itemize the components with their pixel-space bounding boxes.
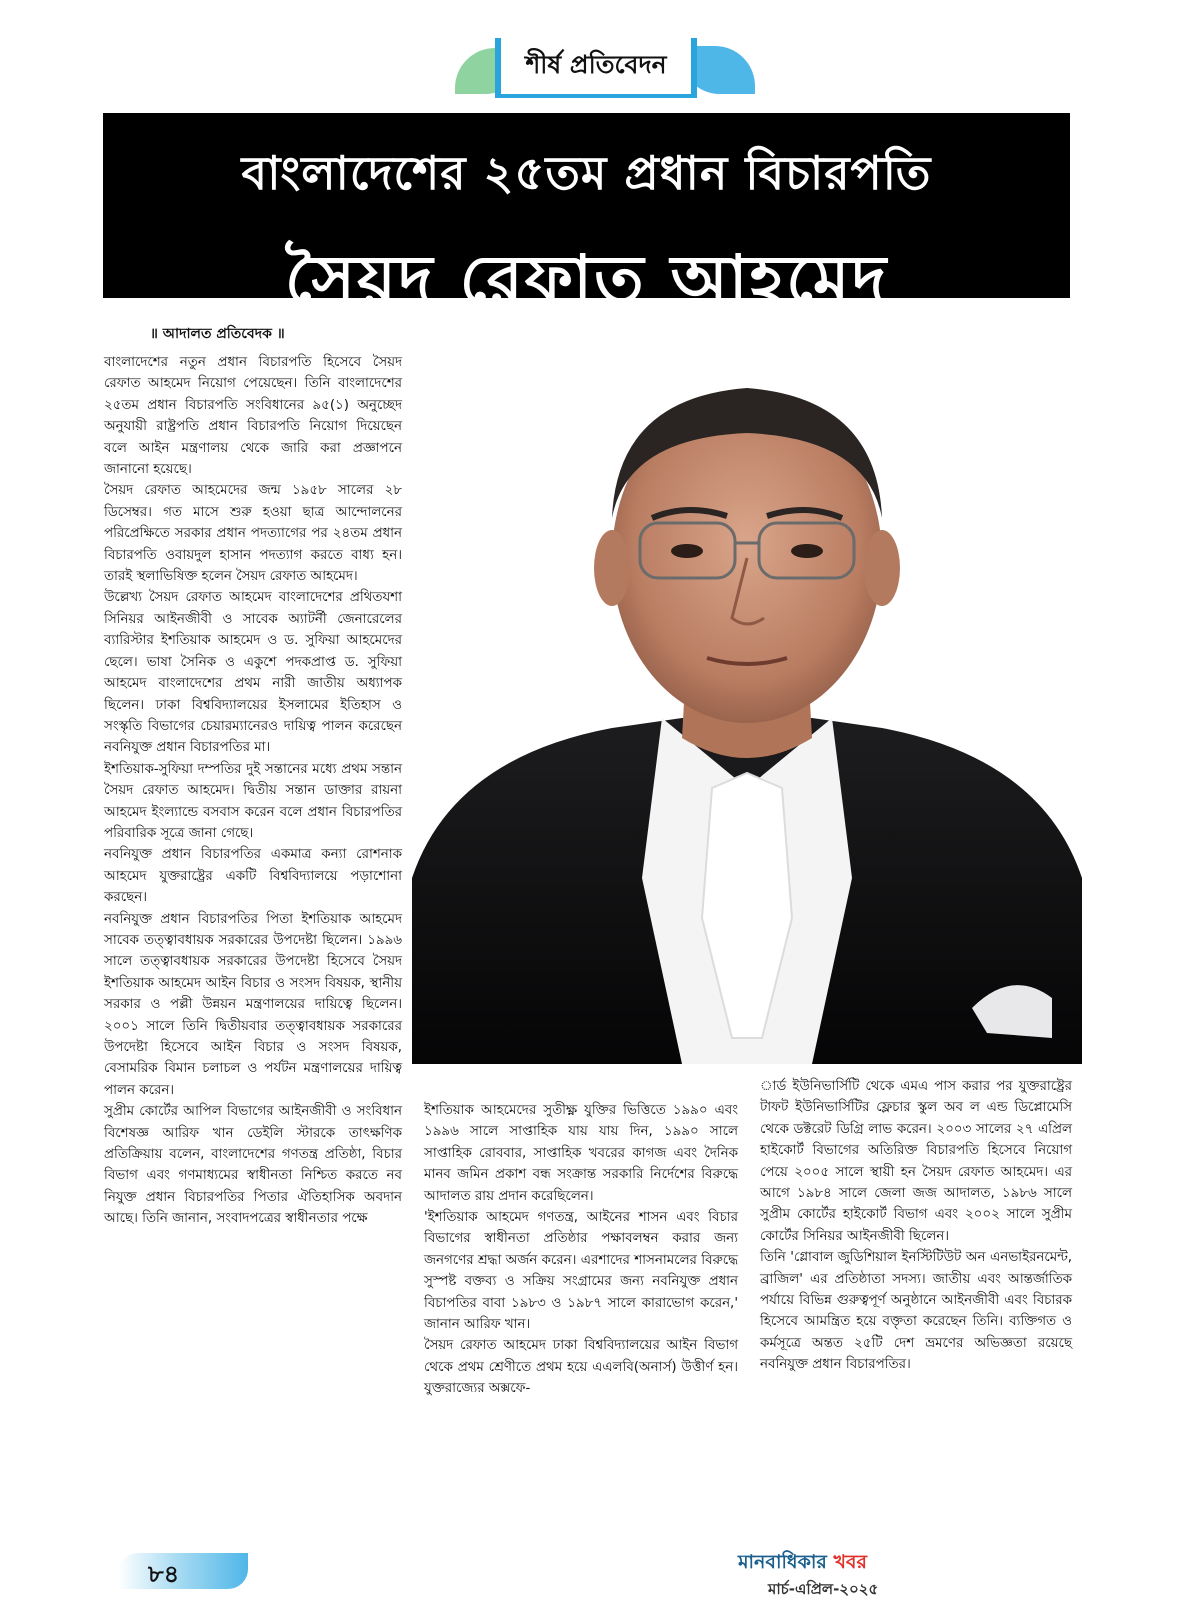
section-tag xyxy=(455,38,755,100)
paragraph: বাংলাদেশের নতুন প্রধান বিচারপতি হিসেবে সৈয়দ রেফাত আহমেদ নিয়োগ পেয়েছেন। তিনি বাংলাদেশের ২৫তম প্রধান বিচারপতি সংবিধানের ৯৫(১) অনুচ্ছেদ অনুযায়ী রাষ্ট্রপতি প্রধান বিচারপতি নিয়োগ দিয়েছেন বলে আইন মন্ত্রণালয় থেকে জারি করা প্রজ্ঞাপনে জানানো হয়েছে। xyxy=(104,355,402,478)
issue-date: মার্চ-এপ্রিল-২০২৫ xyxy=(768,1580,879,1598)
portrait-photo xyxy=(412,318,1082,1064)
headline-line-2: সৈয়দ রেফাত আহমেদ xyxy=(284,241,889,318)
magazine-logo xyxy=(738,1548,867,1580)
paragraph: ইশতিয়াক-সুফিয়া দম্পতির দুই সন্তানের মধ্যে প্রথম সন্তান সৈয়দ রেফাত আহমেদ। দ্বিতীয় সন্তান ডাক্তার রায়না আহমেদ ইংল্যান্ডে বসবাস করেন বলে প্রধান বিচারপতির পরিবারিক সূত্রে জানা গেছে। xyxy=(104,761,402,841)
logo-main-text: মানবাধিকার xyxy=(738,1551,827,1573)
paragraph: 'ইশতিয়াক আহমেদ গণতন্ত্র, আইনের শাসন এবং বিচার বিভাগের স্বাধীনতা প্রতিষ্ঠার পক্ষাবলম্বন করার জন্য জনগণের শ্রদ্ধা অর্জন করেন। এরশাদের শাসনামলের বিরুদ্ধে সুস্পষ্ট বক্তব্য ও সক্রিয় সংগ্রামের জন্য নবনিযুক্ত প্রধান বিচাপতির বাবা ১৯৮৩ ও ১৯৮৭ সালে কারাভোগ করেন,' জানান আরিফ খান। xyxy=(424,1210,738,1333)
logo-accent-text: খবর xyxy=(833,1551,867,1573)
headline-banner xyxy=(103,113,1070,318)
paragraph: সৈয়দ রেফাত আহমেদ ঢাকা বিশ্ববিদ্যালয়ের আইন বিভাগ থেকে প্রথম শ্রেণীতে প্রথম হয়ে এএলবি(অনার্স) উত্তীর্ণ হন। যুক্তরাজ্যের অক্সফে- xyxy=(424,1338,738,1397)
article-column-3 xyxy=(760,1076,1072,1376)
article-column-1 xyxy=(104,352,402,1230)
portrait-illustration xyxy=(412,318,1082,1064)
page-number: ৮৪ xyxy=(148,1560,180,1588)
paragraph: সৈয়দ রেফাত আহমেদের জন্ম ১৯৫৮ সালের ২৮ ডিসেম্বর। গত মাসে শুরু হওয়া ছাত্র আন্দোলনের পরিপ্রেক্ষিতে সরকার প্রধান পদত্যাগের পর ২৪তম প্রধান বিচারপতি ওবায়দুল হাসান পদত্যাগ করতে বাধ্য হন। তারই স্থলাভিষিক্ত হলেন সৈয়দ রেফাত আহমেদ। xyxy=(104,483,402,585)
section-tag-label: শীর্ষ প্রতিবেদন xyxy=(495,38,697,98)
byline: ॥ আদালত প্রতিবেদক ॥ xyxy=(150,326,285,342)
paragraph: উল্লেখ্য সৈয়দ রেফাত আহমেদ বাংলাদেশের প্রথিতযশা সিনিয়র আইনজীবী ও সাবেক অ্যাটর্নী জেনারেলের ব্যারিস্টার ইশতিয়াক আহমেদ ও ড. সুফিয়া আহমেদের ছেলে। ভাষা সৈনিক ও একুশে পদকপ্রাপ্ত ড. সুফিয়া আহমেদ বাংলাদেশের প্রথম নারী জাতীয় অধ্যাপক ছিলেন। ঢাকা বিশ্ববিদ্যালয়ের ইসলামের ইতিহাস ও সংস্কৃতি বিভাগের চেয়ারম্যানেরও দায়িত্ব পালন করেছেন নবনিযুক্ত প্রধান বিচারপতির মা। xyxy=(104,590,402,756)
headline-line-1: বাংলাদেশের ২৫তম প্রধান বিচারপতি xyxy=(241,146,932,200)
paragraph: ইশতিয়াক আহমেদের সুতীক্ষ্ণ যুক্তির ভিত্তিতে ১৯৯০ এবং ১৯৯৬ সালে সাপ্তাহিক যায় যায় দিন, ১৯৯০ সালে সাপ্তাহিক রোববার, সাপ্তাহিক খবরের কাগজ এবং দৈনিক মানব জমিন প্রকাশ বন্ধ সংক্রান্ত সরকারি নির্দেশের বিরুদ্ধে আদালত রায় প্রদান করেছিলেন। xyxy=(424,1103,738,1204)
paragraph: তিনি 'গ্লোবাল জুডিশিয়াল ইনস্টিটিউট অন এনভাইরনমেন্ট, ব্রাজিল' এর প্রতিষ্ঠাতা সদস্য। জাতীয় এবং আন্তর্জাতিক পর্যায়ে বিভিন্ন গুরুত্বপূর্ণ অনুষ্ঠানে আইনজীবী এবং বিচারক হিসেবে আমন্ত্রিত হয়ে বক্তৃতা করেছেন তিনি। ব্যক্তিগত ও কর্মসূত্রে অন্তত ২৫টি দেশ ভ্রমণের অভিজ্ঞতা রয়েছে নবনিযুক্ত প্রধান বিচারপতির। xyxy=(760,1250,1072,1373)
paragraph: সুপ্রীম কোর্টের আপিল বিভাগের আইনজীবী ও সংবিধান বিশেষজ্ঞ আরিফ খান ডেইলি স্টারকে তাৎক্ষণিক প্রতিক্রিয়ায় বলেন, বাংলাদেশের গণতন্ত্র প্রতিষ্ঠা, বিচার বিভাগ এবং গণমাধ্যমের স্বাধীনতা নিশ্চিত করতে নব নিযুক্ত প্রধান বিচারপতির পিতার ঐতিহাসিক অবদান আছে। তিনি জানান, সংবাদপত্রের স্বাধীনতার পক্ষে xyxy=(104,1104,402,1227)
article-column-2 xyxy=(424,1100,738,1400)
page-number-badge xyxy=(118,1553,248,1589)
paragraph: নবনিযুক্ত প্রধান বিচারপতির পিতা ইশতিয়াক আহমেদ সাবেক তত্ত্বাবধায়ক সরকারের উপদেষ্টা ছিলেন। ১৯৯৬ সালে তত্ত্বাবধায়ক সরকারের উপদেষ্টা হিসেবে সৈয়দ ইশতিয়াক আহমেদ আইন বিচার ও সংসদ বিষয়ক, স্থানীয় সরকার ও পল্লী উন্নয়ন মন্ত্রণালয়ের দায়িত্বে ছিলেন। ২০০১ সালে তিনি দ্বিতীয়বার তত্ত্বাবধায়ক সরকারের উপদেষ্টা হিসেবে আইন বিচার ও সংসদ বিষয়ক, বেসামরিক বিমান চলাচল ও পর্যটন মন্ত্রণালয়ের দায়িত্ব পালন করেন। xyxy=(104,911,402,1098)
paragraph: নবনিযুক্ত প্রধান বিচারপতির একমাত্র কন্যা রোশনাক আহমেদ যুক্তরাষ্ট্রের একটি বিশ্ববিদ্যালয়ে পড়াশোনা করছেন। xyxy=(104,847,402,906)
paragraph: ার্ড ইউনিভার্সিটি থেকে এমএ পাস করার পর যুক্তরাষ্ট্রের টাফট ইউনিভার্সিটির ফ্লেচার স্কুল অব ল এন্ড ডিপ্লোমেসি থেকে ডক্টরেট ডিগ্রি লাভ করেন। ২০০৩ সালের ২৭ এপ্রিল হাইকোর্ট বিভাগের অতিরিক্ত বিচারপতি হিসেবে নিয়োগ পেয়ে ২০০৫ সালে স্থায়ী হন সৈয়দ রেফাত আহমেদ। এর আগে ১৯৮৪ সালে জেলা জজ আদালত, ১৯৮৬ সালে সুপ্রীম কোর্টের হাইকোর্ট বিভাগ এবং ২০০২ সালে সুপ্রীম কোর্টের সিনিয়র আইনজীবী ছিলেন। xyxy=(760,1079,1072,1244)
